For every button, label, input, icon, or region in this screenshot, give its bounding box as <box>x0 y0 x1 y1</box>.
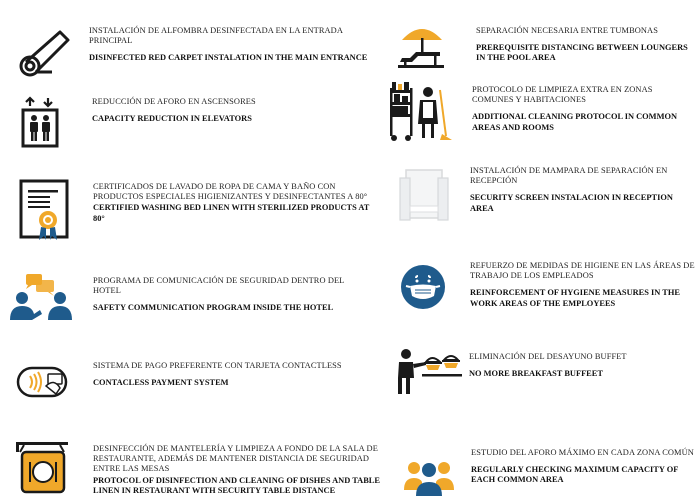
group-people-icon <box>404 456 454 496</box>
measure-text-en: CONTACLESS PAYMENT SYSTEM <box>93 378 229 388</box>
beach-umbrella-lounger-icon <box>396 24 448 70</box>
measure-text-en: REINFORCEMENT OF HYGIENE MEASURES IN THE WORK AREAS OF THE EMPLOYEES <box>470 288 680 308</box>
measure-text-en: PROTOCOL OF DISINFECTION AND CLEANING OF DISHES AND TABLE LINEN IN RESTAURANT WITH SECURITY TABLE DISTANCE <box>93 475 380 495</box>
measure-text-en: PREREQUISITE DISTANCING BETWEEN LOUNGERS IN THE POOL AREA <box>476 43 688 63</box>
measure-text-en: SAFETY COMMUNICATION PROGRAM INSIDE THE HOTEL <box>93 303 334 313</box>
rolled-carpet-icon <box>16 26 72 78</box>
measure-text-es: INSTALACIÓN DE MAMPARA DE SEPARACIÓN EN RECEPCIÓN <box>470 166 668 186</box>
people-talking-icon <box>8 274 74 320</box>
measure-text-es: INSTALACIÓN DE ALFOMBRA DESINFECTADA EN LA ENTRADA PRINCIPAL <box>89 26 343 46</box>
restaurant-sign-icon <box>14 440 72 498</box>
measure-text-es: DESINFECCIÓN DE MANTELERÍA Y LIMPIEZA A FONDO DE LA SALA DE RESTAURANTE, ADEMÁS DE MANTENER DISTANCIA DE SEGURIDAD ENTRE LAS MESAS <box>93 444 378 474</box>
contactless-card-icon <box>14 364 70 400</box>
measure-text-es: PROGRAMA DE COMUNICACIÓN DE SEGURIDAD DENTRO DEL HOTEL <box>93 276 345 296</box>
measure-text-en: CAPACITY REDUCTION IN ELEVATORS <box>92 114 252 124</box>
measure-text-es: REFUERZO DE MEDIDAS DE HIGIENE EN LAS ÁREAS DE TRABAJO DE LOS EMPLEADOS <box>470 261 695 281</box>
measure-text-es: PROTOCOLO DE LIMPIEZA EXTRA EN ZONAS COMUNES Y HABITACIONES <box>472 85 653 105</box>
face-mask-icon <box>400 264 446 310</box>
measure-text-es: SEPARACIÓN NECESARIA ENTRE TUMBONAS <box>476 26 658 35</box>
screen-partition-icon <box>398 168 450 224</box>
elevator-icon <box>20 96 60 148</box>
measure-text-es: REDUCCIÓN DE AFORO EN ASCENSORES <box>92 97 256 106</box>
measure-text-en: REGULARLY CHECKING MAXIMUM CAPACITY OF EACH COMMON AREA <box>471 465 679 485</box>
measure-text-es: CERTIFICADOS DE LAVADO DE ROPA DE CAMA Y BAÑO CON PRODUCTOS ESPECIALES HIGIENIZANTES Y DESINFECTANTES A 80° <box>93 182 368 202</box>
measure-text-en: CERTIFIED WASHING BED LINEN WITH STERILIZED PRODUCTS AT 80° <box>93 203 370 223</box>
certificate-icon <box>18 178 70 242</box>
measure-text-es: ESTUDIO DEL AFORO MÁXIMO EN CADA ZONA COMÚN <box>471 448 694 457</box>
measure-text-en: DISINFECTED RED CARPET INSTALATION IN THE MAIN ENTRANCE <box>89 53 368 63</box>
measure-text-es: ELIMINACIÓN DEL DESAYUNO BUFFET <box>469 352 627 361</box>
buffet-icon <box>396 348 462 394</box>
measure-text-es: SISTEMA DE PAGO PREFERENTE CON TARJETA CONTACTLESS <box>93 361 342 370</box>
measure-text-en: SECURITY SCREEN INSTALACION IN RECEPTION AREA <box>470 193 673 213</box>
measure-text-en: NO MORE BREAKFAST BUFFEET <box>469 369 603 379</box>
measure-text-en: ADDITIONAL CLEANING PROTOCOL IN COMMON AREAS AND ROOMS <box>472 112 678 132</box>
housekeeping-cart-icon <box>386 80 458 144</box>
